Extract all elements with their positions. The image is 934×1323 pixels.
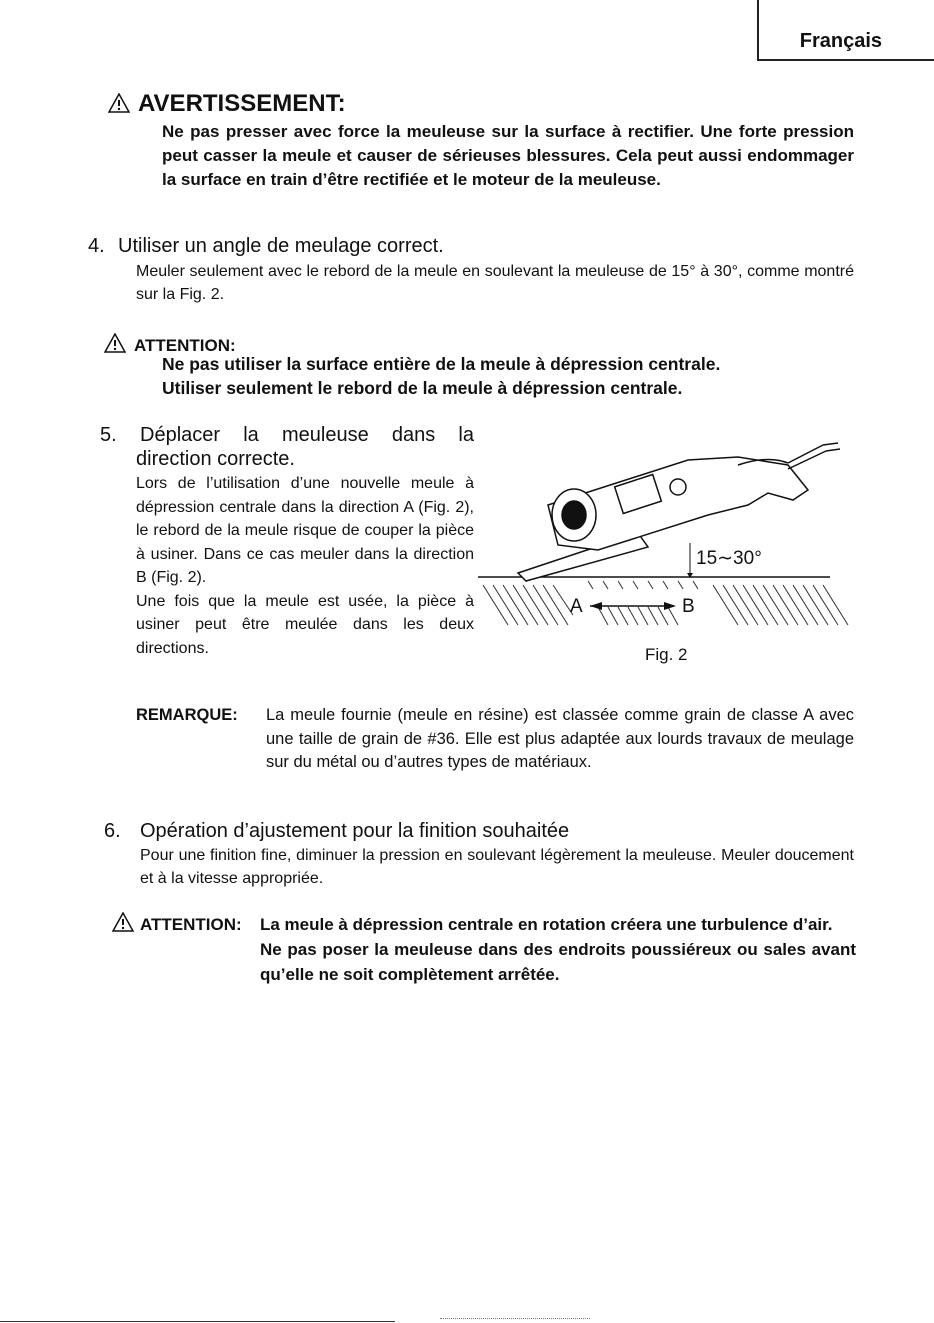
- language-tab: [757, 0, 934, 61]
- warning-heading: [108, 90, 346, 118]
- attention-2-heading: [112, 912, 260, 987]
- attention-1-line: Ne pas utiliser la surface entière de la meule à dépression centrale.: [162, 354, 721, 374]
- item-4-body: [136, 260, 854, 306]
- item-4-paragraph: Meuler seulement avec le rebord de la meule en soulevant la meuleuse de 15° à 30°, comme montré sur la Fig. 2.: [136, 263, 854, 303]
- figure-grinder-illustration: [478, 435, 858, 635]
- item-6-heading: [104, 820, 569, 843]
- warning-triangle-icon: [104, 333, 126, 353]
- item-5-paragraph: Lors de l’utilisation d’une nouvelle meule à dépression centrale dans la direction A (Fig. 2), le rebord de la meule risque de couper la pièce à usiner. Dans ce cas meuler dans la direction B (Fig. 2).: [136, 475, 474, 586]
- item-title-line: direction correcte.: [136, 448, 295, 470]
- direction-a-label: A: [570, 596, 583, 617]
- attention-2-block: [112, 912, 856, 987]
- item-5-body: [136, 472, 474, 660]
- item-number: 5.: [100, 424, 117, 446]
- direction-arrow-head-right: [664, 602, 676, 610]
- remark-label: REMARQUE:: [136, 706, 238, 724]
- warning-triangle-icon: [108, 93, 130, 113]
- item-title: Opération d’ajustement pour la finition souhaitée: [140, 820, 570, 842]
- direction-b-label: B: [682, 596, 695, 617]
- footer-rule: [0, 1321, 395, 1322]
- footer-dots: [440, 1318, 590, 1323]
- attention-2-line: Ne pas poser la meuleuse dans des endroits poussiéreux ou sales avant qu’elle ne soit complètement arrêtée.: [260, 940, 856, 984]
- item-title: Utiliser un angle de meulage correct.: [118, 235, 444, 257]
- item-5-paragraph: Une fois que la meule est usée, la pièce à usiner peut être meulée dans les deux directions.: [136, 592, 474, 657]
- item-6-body: [140, 844, 854, 890]
- warning-triangle-icon: [112, 912, 134, 932]
- attention-title: ATTENTION:: [140, 915, 242, 934]
- grinder-body: [518, 443, 840, 581]
- attention-2-line: La meule à dépression centrale en rotation créera une turbulence d’air.: [260, 915, 833, 934]
- warning-title: AVERTISSEMENT:: [138, 90, 346, 117]
- item-5-heading: [100, 423, 474, 471]
- item-6-paragraph: Pour une finition fine, diminuer la pression en soulevant légèrement la meuleuse. Meuler doucement et à la vitesse appropriée.: [140, 847, 854, 887]
- attention-1-line: Utiliser seulement le rebord de la meule à dépression centrale.: [162, 378, 683, 398]
- remark-block: [136, 704, 854, 775]
- attention-1-text: [162, 352, 854, 400]
- item-number: 6.: [104, 820, 121, 842]
- warning-paragraph: Ne pas presser avec force la meuleuse sur la surface à rectifier. Une forte pression peut casser la meule et causer de sérieuses blessures. Cela peut aussi endommager la surface en train d’être rectifiée et le moteur de la meuleuse.: [162, 122, 854, 189]
- figure-caption: Fig. 2: [645, 645, 688, 664]
- attention-title: ATTENTION:: [134, 336, 236, 355]
- item-number: 4.: [88, 235, 105, 257]
- item-title-line: Déplacer la meuleuse dans la: [140, 424, 474, 446]
- angle-label: 15∼30°: [696, 548, 762, 569]
- warning-text: [162, 120, 854, 192]
- language-label: Français: [799, 30, 882, 52]
- direction-arrow-head-left: [590, 602, 602, 610]
- item-4-heading: [88, 235, 444, 258]
- remark-text: La meule fournie (meule en résine) est classée comme grain de classe A avec une taille de grain de #36. Elle est plus adaptée aux lourds travaux de meulage sur du métal ou d’autres types de matériaux.: [266, 706, 854, 771]
